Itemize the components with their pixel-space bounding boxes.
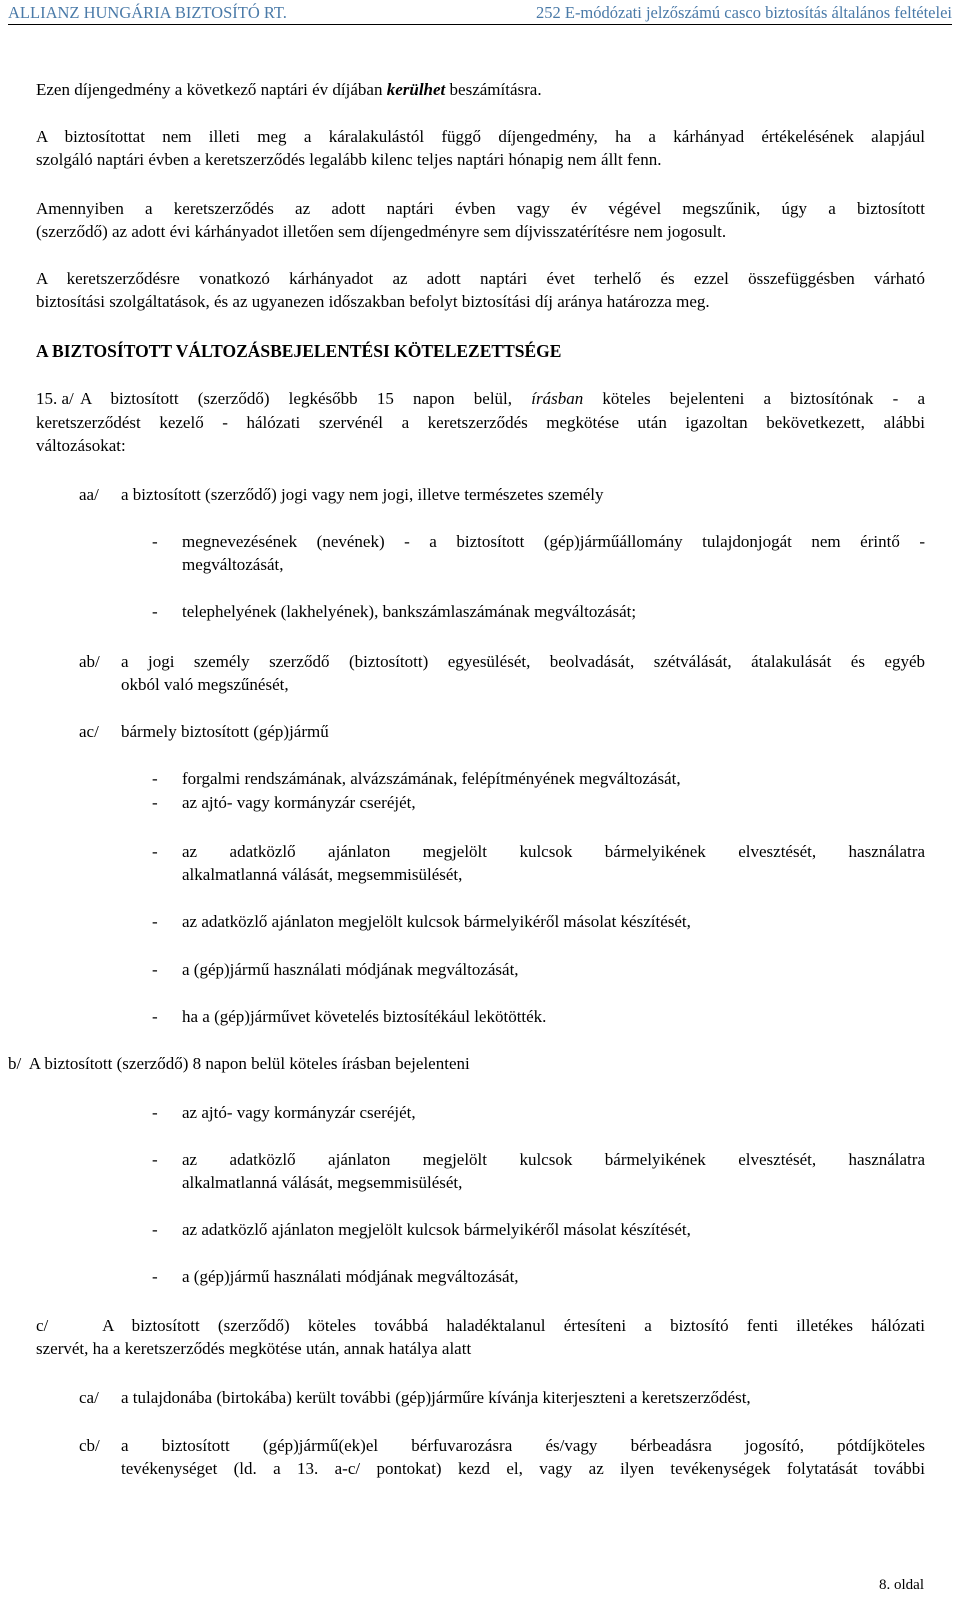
bullet-dash: - bbox=[152, 912, 158, 931]
bullet-dash: - bbox=[152, 769, 158, 788]
bullet-dash: - bbox=[152, 1220, 158, 1239]
list-item: a (gép)jármű használati módjának megváltozását, bbox=[182, 960, 519, 979]
bullet-dash: - bbox=[152, 1103, 158, 1122]
list-item: az adatközlő ajánlaton megjelölt kulcsok bármelyikének elvesztését, használatra alkalmatlanná válását, megsemmisülését, bbox=[182, 842, 925, 884]
item-cb: a biztosított (gép)jármű(ek)el bérfuvarozásra és/vagy bérbeadásra jogosító, pótdíjköteles tevékenységet (ld. a 13. a-c/ pontokat) kezd el, vagy az ilyen tevékenységek folytatását további bbox=[121, 1436, 925, 1478]
paragraph-termination: Amennyiben a keretszerződés az adott naptári évben vagy év végével megszűnik, úgy a biztosított (szerződő) az adott évi kárhányadot illetően sem díjengedményre sem díjvisszatérítésre nem jogosult. bbox=[36, 199, 925, 241]
page-header bbox=[8, 2, 952, 25]
bullet-dash: - bbox=[152, 1150, 158, 1169]
item-ab: a jogi személy szerződő (biztosított) egyesülését, beolvadását, szétválását, átalakulását és egyéb okból való megszűnését, bbox=[121, 652, 925, 694]
bullet-dash: - bbox=[152, 960, 158, 979]
paragraph-15a-cont: keretszerződést kezelő - hálózati szervénél a keretszerződés megkötése után igazoltan bekövetkezett, alábbi változásokat: bbox=[36, 413, 925, 455]
label-ab: ab/ bbox=[79, 652, 100, 671]
paragraph-15a: A biztosított (szerződő) legkésőbb 15 napon belül, írásban köteles bejelenteni a biztosítónak - a bbox=[80, 389, 926, 408]
item-ca: a tulajdonába (birtokába) került további (gép)járműre kívánja kiterjeszteni a keretszerződést, bbox=[121, 1388, 751, 1407]
bullet-dash: - bbox=[152, 793, 158, 812]
list-item: megnevezésének (nevének) - a biztosított (gép)járműállomány tulajdonjogát nem érintő - megváltozását, bbox=[182, 532, 925, 574]
paragraph-loss-ratio: A keretszerződésre vonatkozó kárhányadot az adott naptári évet terhelő és ezzel összefüggésben várható biztosítási szolgáltatások, és az ugyanezen időszakban befolyt biztosítási díj aránya határozza meg. bbox=[36, 269, 925, 311]
list-item: az ajtó- vagy kormányzár cseréjét, bbox=[182, 1103, 416, 1122]
item-c: c/ A biztosított (szerződő) köteles továbbá haladéktalanul értesíteni a biztosító fenti illetékes hálózati szervét, ha a keretszerződés megkötése után, annak hatálya alatt bbox=[36, 1316, 925, 1358]
header-document-title: 252 E-módózati jelzőszámú casco biztosítás általános feltételei bbox=[535, 3, 952, 22]
bullet-dash: - bbox=[152, 532, 158, 551]
bullet-dash: - bbox=[152, 1267, 158, 1286]
paragraph-discount-credit: Ezen díjengedmény a következő naptári év díjában kerülhet beszámításra. bbox=[36, 80, 542, 99]
list-item: az ajtó- vagy kormányzár cseréjét, bbox=[182, 793, 416, 812]
label-ac: ac/ bbox=[79, 722, 99, 741]
bullet-dash: - bbox=[152, 602, 158, 621]
list-item: az adatközlő ajánlaton megjelölt kulcsok bármelyikének elvesztését, használatra alkalmatlanná válását, megsemmisülését, bbox=[182, 1150, 925, 1192]
paragraph-no-discount: A biztosítottat nem illeti meg a káralakulástól függő díjengedmény, ha a kárhányad értékelésének alapjául szolgáló naptári évben a keretszerződés legalább kilenc teljes naptári hónapig nem állt fenn. bbox=[36, 127, 925, 169]
list-item: a (gép)jármű használati módjának megváltozását, bbox=[182, 1267, 519, 1286]
label-cb: cb/ bbox=[79, 1436, 100, 1455]
list-item: az adatközlő ajánlaton megjelölt kulcsok bármelyikéről másolat készítését, bbox=[182, 912, 691, 931]
label-ca: ca/ bbox=[79, 1388, 99, 1407]
label-aa: aa/ bbox=[79, 485, 99, 504]
item-aa: a biztosított (szerződő) jogi vagy nem jogi, illetve természetes személy bbox=[121, 485, 604, 504]
list-item: az adatközlő ajánlaton megjelölt kulcsok bármelyikéről másolat készítését, bbox=[182, 1220, 691, 1239]
list-item: forgalmi rendszámának, alvázszámának, felépítményének megváltozását, bbox=[182, 769, 681, 788]
list-item: telephelyének (lakhelyének), bankszámlaszámának megváltozását; bbox=[182, 602, 637, 621]
page-number: 8. oldal bbox=[879, 1577, 924, 1593]
section-number-15a: 15. a/ bbox=[36, 389, 74, 408]
header-company: ALLIANZ HUNGÁRIA BIZTOSÍTÓ RT. bbox=[8, 3, 287, 22]
list-item: ha a (gép)járművet követelés biztosítékául lekötötték. bbox=[182, 1007, 547, 1026]
section-title: A BIZTOSÍTOTT VÁLTOZÁSBEJELENTÉSI KÖTELEZETTSÉGE bbox=[36, 341, 562, 361]
item-ac: bármely biztosított (gép)jármű bbox=[121, 722, 329, 741]
bullet-dash: - bbox=[152, 842, 158, 861]
bullet-dash: - bbox=[152, 1007, 158, 1026]
item-b: b/ A biztosított (szerződő) 8 napon belül köteles írásban bejelenteni bbox=[8, 1054, 470, 1073]
